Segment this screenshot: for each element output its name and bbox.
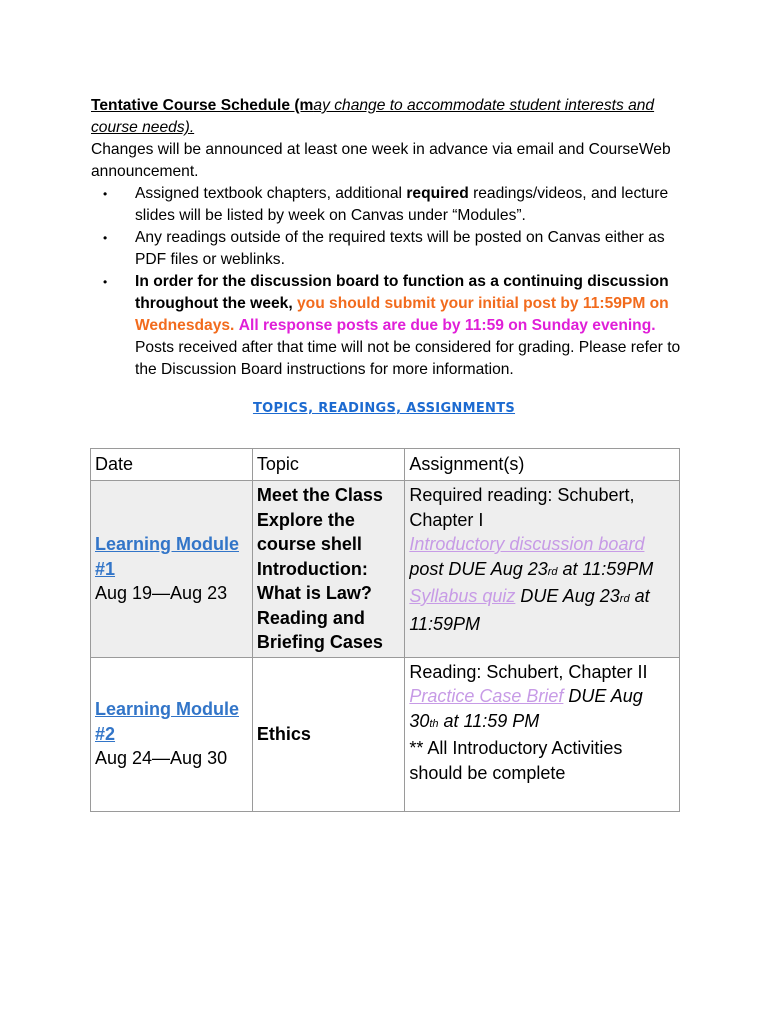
bullet-icon: • [103, 187, 108, 201]
list-item: • Any readings outside of the required texts will be posted on Canvas either as PDF files or weblinks. [103, 229, 665, 268]
assignment-discussion: Introductory discussion board post DUE Aug 23rd at 11:59PM [409, 534, 654, 579]
learning-module-1-link[interactable]: Learning Module #1 [95, 534, 239, 579]
header-topic: Topic [252, 449, 404, 481]
learning-module-2-link[interactable]: Learning Module #2 [95, 699, 239, 744]
date-cell [91, 481, 253, 658]
assignment-cell [405, 657, 680, 811]
practice-case-brief-link[interactable]: Practice Case Brief [409, 686, 564, 706]
assignment-quiz: Syllabus quiz DUE Aug 23rd at 11:59PM [409, 586, 650, 634]
assignment-reading: Reading: Schubert, Chapter II [409, 661, 648, 682]
topic-line: Introduction: What is Law? [256, 558, 372, 603]
assignment-reading: Required reading: Schubert, Chapter I [409, 485, 635, 530]
topic-line: Explore the course shell [256, 509, 362, 554]
instruction-list [91, 183, 691, 381]
header-assignments: Assignment(s) [405, 449, 680, 481]
topic-cell [252, 657, 404, 811]
assignment-cell [405, 481, 680, 658]
schedule-table [90, 448, 680, 812]
assignment-brief: Practice Case Brief DUE Aug 30th at 11:59 PM [409, 686, 643, 731]
topic-cell [252, 481, 404, 658]
assignment-note: ** All Introductory Activities should be complete [409, 738, 623, 783]
list-item: • In order for the discussion board to function as a continuing discussion throughout the week, you should submit your initial post by 11:59PM on Wednesdays. All response posts are due by 11:59 on Sunday evening. Posts received after that time will not be considered for grading. Please refer to the Discussion Board instructions for more information. [103, 273, 681, 378]
table-header-row [91, 449, 680, 481]
table-row [91, 657, 680, 811]
schedule-title: Tentative Course Schedule (may change to accommodate student interests and course needs). [91, 97, 655, 136]
introductory-discussion-link[interactable]: Introductory discussion board [409, 534, 645, 554]
bullet-icon: • [103, 231, 108, 245]
changes-note: Changes will be announced at least one week in advance via email and CourseWeb announcement. [91, 141, 671, 180]
topic-line: Ethics [256, 723, 311, 744]
topic-line: Reading and Briefing Cases [256, 607, 383, 652]
header-date: Date [91, 449, 253, 481]
bullet-icon: • [103, 275, 108, 289]
section-heading-link[interactable]: TOPICS, READINGS, ASSIGNMENTS [252, 401, 516, 416]
intro-block [91, 95, 691, 381]
syllabus-quiz-link[interactable]: Syllabus quiz [409, 586, 516, 606]
table-row [91, 481, 680, 658]
date-range: Aug 19—Aug 23 [95, 583, 228, 603]
date-cell [91, 657, 253, 811]
list-item: • Assigned textbook chapters, additional required readings/videos, and lecture slides will be listed by week on Canvas under “Modules”. [103, 185, 669, 224]
date-range: Aug 24—Aug 30 [95, 748, 228, 769]
topic-line: Meet the Class [256, 485, 383, 505]
